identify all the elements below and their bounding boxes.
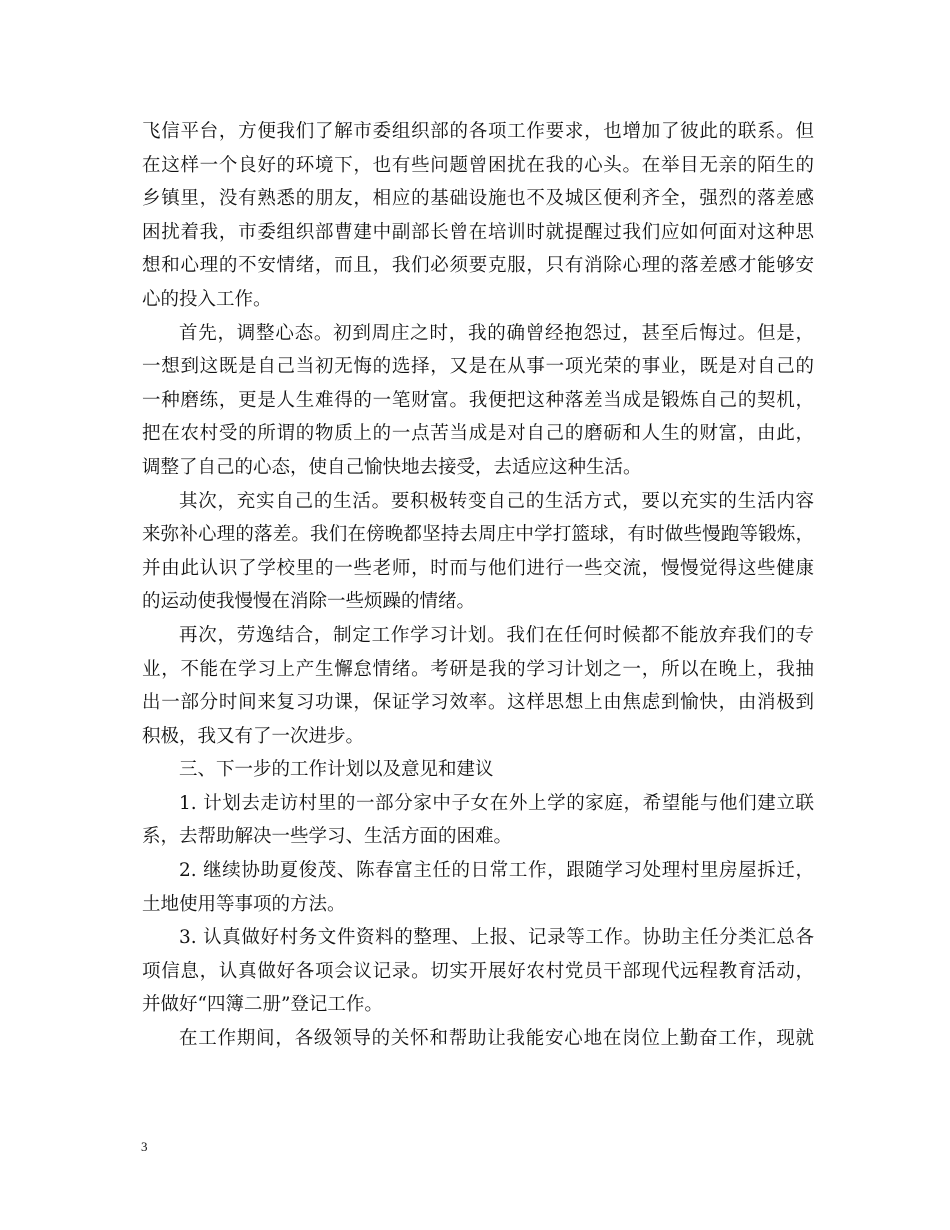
text-line: 出一部分时间来复习功课，保证学习效率。这样思想上由焦虑到愉快，由消极到 (142, 692, 814, 714)
text-line: 困扰着我，市委组织部曹建中副部长曾在培训时就提醒过我们应如何面对这种思 (142, 221, 814, 243)
text-line: 在工作期间，各级领导的关怀和帮助让我能安心地在岗位上勤奋工作，现就 (179, 1028, 814, 1050)
text-line: 来弥补心理的落差。我们在傍晚都坚持去周庄中学打篮球，有时做些慢跑等锻炼， (142, 524, 814, 546)
text-line: 把在农村受的所谓的物质上的一点苦当成是对自己的磨砺和人生的财富，由此， (142, 423, 814, 445)
text-line: 再次，劳逸结合，制定工作学习计划。我们在任何时候都不能放弃我们的专 (179, 624, 814, 646)
text-line: 想和心理的不安情绪，而且，我们必须要克服，只有消除心理的落差感才能够安 (142, 255, 814, 277)
text-line: 3. 认真做好村务文件资料的整理、上报、记录等工作。协助主任分类汇总各 (179, 927, 814, 949)
page-number: 3 (141, 1139, 148, 1154)
text-line: 一想到这既是自己当初无悔的选择，又是在从事一项光荣的事业，既是对自己的 (142, 356, 814, 378)
text-line: 三、下一步的工作计划以及意见和建议 (179, 759, 494, 781)
text-line: 并做好“四簿二册”登记工作。 (142, 994, 383, 1016)
document-body (142, 115, 814, 1056)
text-line: 一种磨练，更是人生难得的一笔财富。我便把这种落差当成是锻炼自己的契机， (142, 389, 814, 411)
text-line: 心的投入工作。 (142, 288, 272, 310)
text-line: 项信息，认真做好各项会议记录。切实开展好农村党员干部现代远程教育活动， (142, 960, 814, 982)
text-line: 其次，充实自己的生活。要积极转变自己的生活方式，要以充实的生活内容 (179, 490, 814, 512)
text-line: 的运动使我慢慢在消除一些烦躁的情绪。 (142, 591, 476, 613)
text-line: 调整了自己的心态，使自己愉快地去接受，去适应这种生活。 (142, 456, 642, 478)
text-line: 积极，我又有了一次进步。 (142, 725, 365, 747)
text-line: 在这样一个良好的环境下，也有些问题曾困扰在我的心头。在举目无亲的陌生的 (142, 154, 814, 176)
text-line: 并由此认识了学校里的一些老师，时而与他们进行一些交流，慢慢觉得这些健康 (142, 557, 814, 579)
text-line: 土地使用等事项的方法。 (142, 893, 346, 915)
text-line: 乡镇里，没有熟悉的朋友，相应的基础设施也不及城区便利齐全，强烈的落差感 (142, 188, 814, 210)
text-line: 系，去帮助解决一些学习、生活方面的困难。 (142, 826, 513, 848)
text-line: 飞信平台，方便我们了解市委组织部的各项工作要求，也增加了彼此的联系。但 (142, 121, 814, 142)
text-line: 业，不能在学习上产生懈怠情绪。考研是我的学习计划之一，所以在晚上，我抽 (142, 658, 814, 680)
text-line: 首先，调整心态。初到周庄之时，我的确曾经抱怨过，甚至后悔过。但是， (179, 322, 814, 344)
text-line: 2. 继续协助夏俊茂、陈春富主任的日常工作，跟随学习处理村里房屋拆迁， (179, 860, 814, 882)
text-line: 1. 计划去走访村里的一部分家中子女在外上学的家庭，希望能与他们建立联 (179, 792, 814, 814)
